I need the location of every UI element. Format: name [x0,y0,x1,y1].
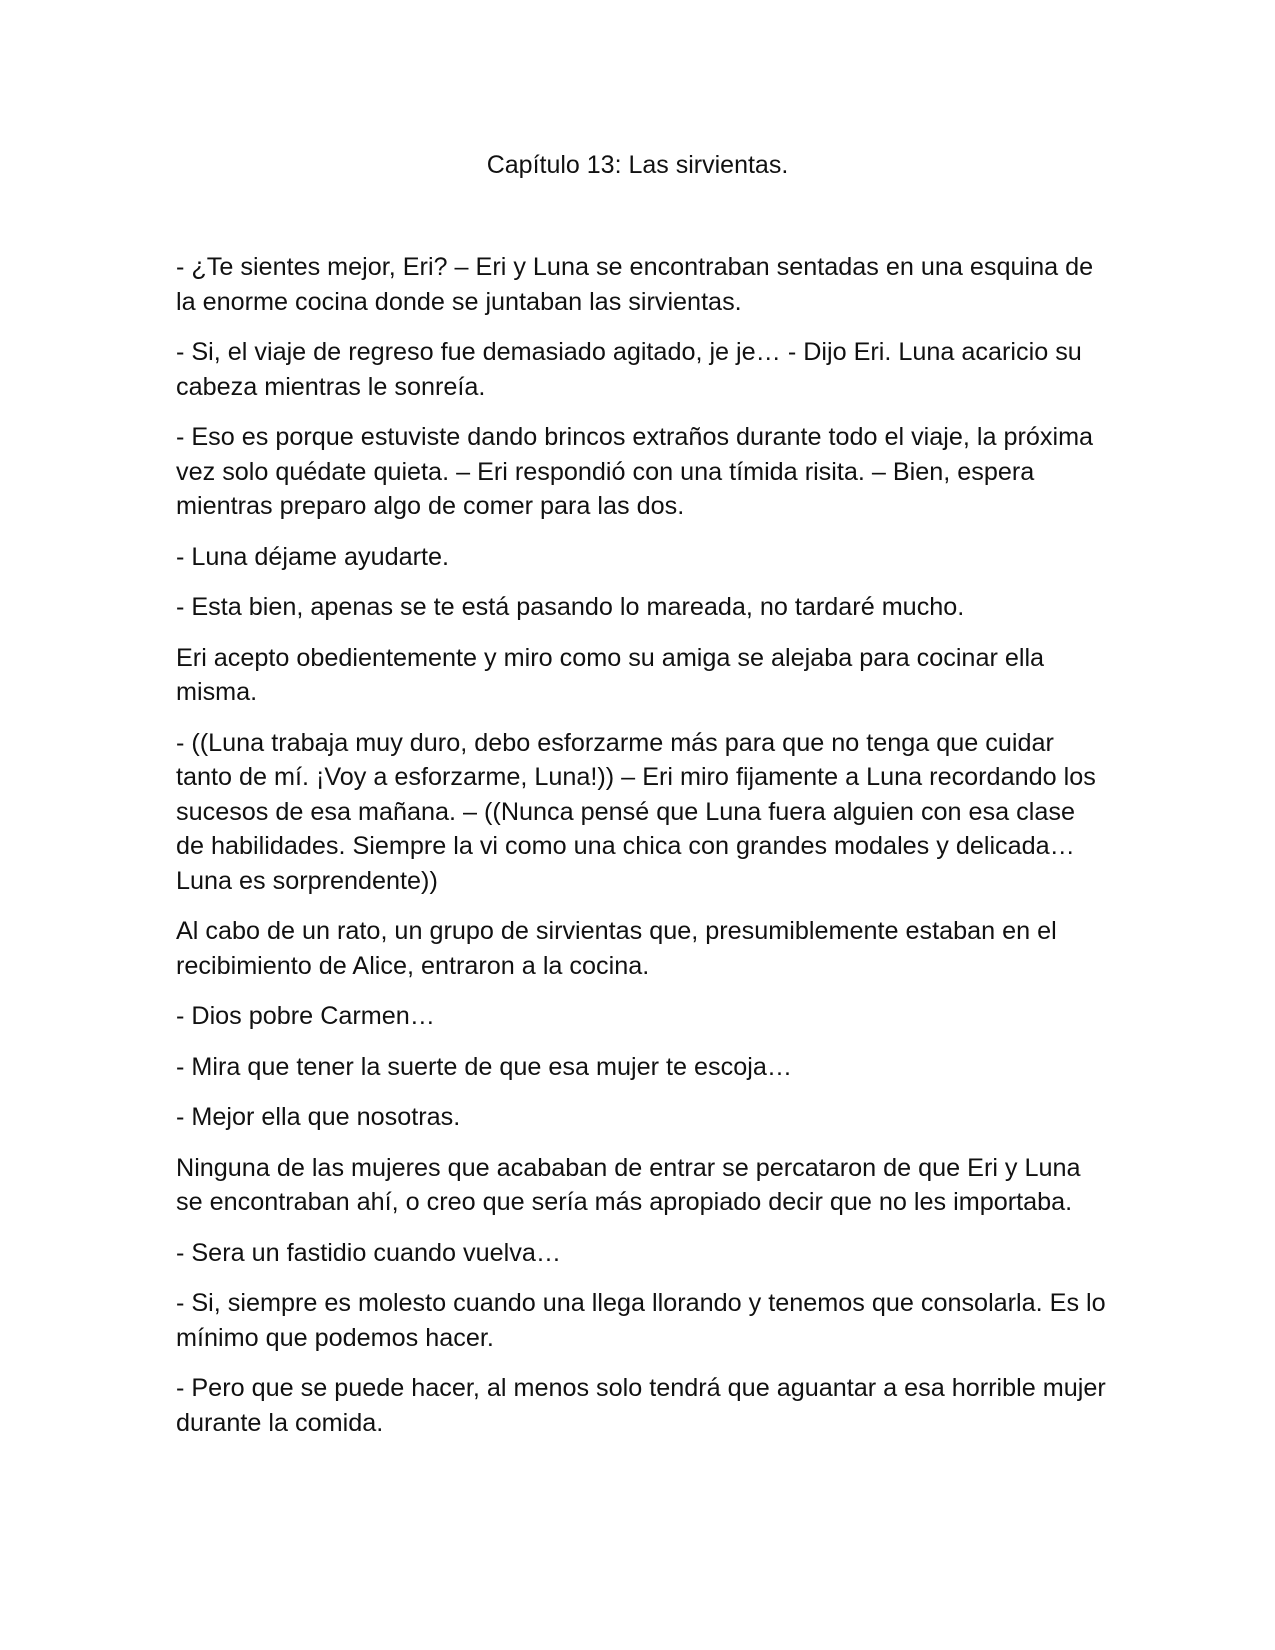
paragraph: Ninguna de las mujeres que acababan de entrar se percataron de que Eri y Luna se encontraban ahí, o creo que sería más apropiado decir que no les importaba. [176,1153,1081,1216]
paragraph: - Esta bien, apenas se te está pasando lo mareada, no tardaré mucho. [176,593,965,621]
chapter-title: Capítulo 13: Las sirvientas. [486,151,789,179]
paragraph: - Mejor ella que nosotras. [176,1103,461,1131]
paragraph: - Pero que se puede hacer, al menos solo tendrá que aguantar a esa horrible mujer durante la comida. [176,1374,1106,1437]
paragraph: - Si, siempre es molesto cuando una llega llorando y tenemos que consolarla. Es lo mínimo que podemos hacer. [176,1289,1106,1352]
paragraph: - Mira que tener la suerte de que esa mujer te escoja… [176,1052,793,1081]
paragraph: - Si, el viaje de regreso fue demasiado agitado, je je… - Dijo Eri. Luna acaricio su cabeza mientras le sonreía. [176,338,1082,401]
paragraph: - ¿Te sientes mejor, Eri? – Eri y Luna se encontraban sentadas en una esquina de la enorme cocina donde se juntaban las sirvientas. [176,253,1094,316]
paragraph: - Luna déjame ayudarte. [176,542,450,571]
paragraph: Al cabo de un rato, un grupo de sirvientas que, presumiblemente estaban en el recibimiento de Alice, entraron a la cocina. [176,917,1057,980]
paragraph: - ((Luna trabaja muy duro, debo esforzarme más para que no tenga que cuidar tanto de mí. ¡Voy a esforzarme, Luna!)) – Eri miro fijamente a Luna recordando los sucesos de esa mañana. – ((Nunca pensé que Luna fuera alguien con esa clase de habilidades. Siempre la vi como una chica con grandes modales y delicada… Luna es sorprendente)) [176,728,1096,895]
paragraph: - Eso es porque estuviste dando brincos extraños durante todo el viaje, la próxima vez solo quédate quieta. – Eri respondió con una tímida risita. – Bien, espera mientras preparo algo de comer para las dos. [176,423,1094,520]
paragraph: - Sera un fastidio cuando vuelva… [176,1238,562,1267]
paragraph: Eri acepto obedientemente y miro como su amiga se alejaba para cocinar ella misma. [176,643,1045,706]
paragraph: - Dios pobre Carmen… [176,1002,435,1030]
chapter-body [176,250,1106,1456]
